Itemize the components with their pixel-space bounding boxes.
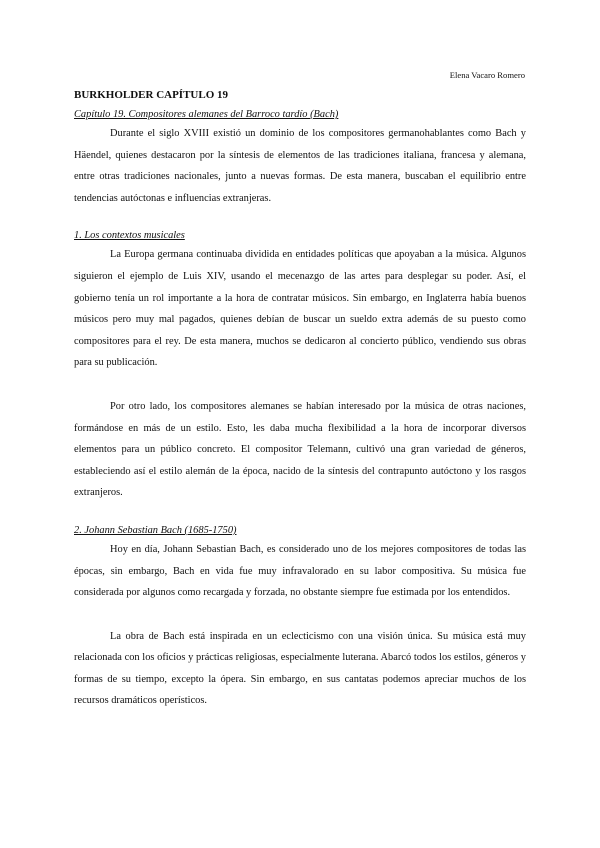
spacer xyxy=(74,604,526,626)
spacer xyxy=(74,374,526,396)
section-1-paragraph-2: Por otro lado, los compositores alemanes se habían interesado por la música de otras naciones, formándose en más de un estilo. Esto, les daba mucha flexibilidad a la hora de incorporar diversos elementos para un público concreto. El compositor Telemann, cultivó una gran variedad de géneros, estableciendo así el estilo alemán de la época, nacido de la síntesis del contrapunto autóctono y los rasgos extranjeros. xyxy=(74,400,526,499)
document-title: BURKHOLDER CAPÍTULO 19 xyxy=(74,89,229,101)
spacer xyxy=(74,504,526,524)
spacer xyxy=(74,209,526,229)
document-body xyxy=(74,88,526,712)
section-2-paragraph-1: Hoy en día, Johann Sebastian Bach, es considerado uno de los mejores compositores de todas las épocas, sin embargo, Bach en vida fue muy infravalorado en su labor compositiva. Su música fue considerada por algunos como recargada y forzada, no obstante siempre fue estimada por los entendidos. xyxy=(74,543,526,599)
section-2-paragraph-2: La obra de Bach está inspirada en un eclecticismo con una visión única. Su música está muy relacionada con los oficios y prácticas religiosas, especialmente luterana. Abarcó todos los estilos, géneros y formas de su tiempo, excepto la ópera. Sin embargo, en sus cantatas podemos apreciar muchos de los recursos dramáticos operísticos. xyxy=(74,630,526,707)
author-name: Elena Vacaro Romero xyxy=(449,70,525,80)
intro-paragraph: Durante el siglo XVIII existió un dominio de los compositores germanohablantes como Bach y Häendel, quienes destacaron por la síntesis de elementos de las tradiciones italiana, francesa y alemana, entre otras tradiciones nacionales, junto a nuevas formas. De esta manera, buscaban el equilibrio entre tendencias autóctonas e influencias extranjeras. xyxy=(74,128,526,204)
chapter-subtitle: Capítulo 19. Compositores alemanes del Barroco tardío (Bach) xyxy=(74,109,339,120)
section-1-paragraph-1: La Europa germana continuaba dividida en entidades políticas que apoyaban a la música. Algunos siguieron el ejemplo de Luis XIV, usando el mecenazgo de las artes para desplegar su poder. Así, el gobierno tenía un rol importante a la hora de contratar músicos. Sin embargo, en Inglaterra había buenos músicos pero muy mal pagados, quienes debían de buscar un sueldo extra además de su puesto como compositores para el rey. De esta manera, muchos se dedicaron al concierto público, vendiendo sus obras para su publicación. xyxy=(74,249,526,369)
section-heading-contextos: 1. Los contextos musicales xyxy=(74,230,185,242)
section-heading-bach: 2. Johann Sebastian Bach (1685-1750) xyxy=(74,524,237,536)
